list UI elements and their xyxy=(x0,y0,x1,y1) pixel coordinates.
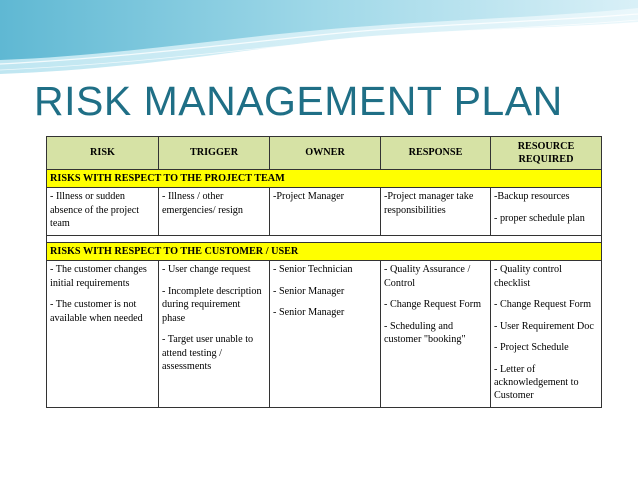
cell-item: - proper schedule plan xyxy=(494,212,585,224)
cell-response xyxy=(381,261,491,408)
section-gap xyxy=(47,235,602,242)
cell-item: -Backup resources xyxy=(494,191,570,203)
slide-title: RISK MANAGEMENT PLAN xyxy=(34,78,563,124)
section-header-row-project-team xyxy=(47,170,602,188)
cell-item: - Senior Technician xyxy=(273,264,353,276)
cell-item: - The customer changes initial requirements xyxy=(50,264,147,289)
cell-item: - Project Schedule xyxy=(494,342,569,354)
column-header-response: RESPONSE xyxy=(381,137,491,170)
column-header-trigger: TRIGGER xyxy=(159,137,270,170)
cell-item: - Target user unable to attend testing / assessments xyxy=(162,334,254,372)
cell-item: - Letter of acknowledgement to Customer xyxy=(494,363,579,402)
table-header-row xyxy=(47,137,602,170)
cell-item: - Scheduling and customer "booking" xyxy=(384,320,466,346)
cell-item: - Senior Manager xyxy=(273,285,345,297)
section-header-row-customer-user xyxy=(47,242,602,260)
cell-item: - The customer is not available when needed xyxy=(50,299,143,324)
cell-item: - Change Request Form xyxy=(384,299,482,311)
cell-item: - User Requirement Doc xyxy=(494,320,594,332)
risk-management-table xyxy=(46,136,602,408)
section-label: RISKS WITH RESPECT TO THE PROJECT TEAM xyxy=(47,170,602,188)
cell-resource-required xyxy=(491,188,602,235)
column-header-risk: RISK xyxy=(47,137,159,170)
cell-item: - User change request xyxy=(162,264,251,276)
cell-item: -Project manager take responsibilities xyxy=(384,191,474,216)
cell-trigger xyxy=(159,261,270,408)
table-row xyxy=(47,261,602,408)
table-row xyxy=(47,188,602,235)
cell-resource-required xyxy=(491,261,602,408)
section-gap-row xyxy=(47,235,602,242)
column-header-resource-required: RESOURCE REQUIRED xyxy=(491,137,602,170)
column-header-owner: OWNER xyxy=(270,137,381,170)
cell-item: - Illness / other emergencies/ resign xyxy=(162,191,243,216)
cell-item: - Change Request Form xyxy=(494,299,592,311)
cell-item: - Quality control checklist xyxy=(494,264,562,289)
cell-risk xyxy=(47,188,159,235)
cell-item: - Senior Manager xyxy=(273,307,345,319)
section-label: RISKS WITH RESPECT TO THE CUSTOMER / USER xyxy=(47,242,602,260)
cell-owner xyxy=(270,188,381,235)
cell-trigger xyxy=(159,188,270,235)
cell-response xyxy=(381,188,491,235)
cell-item: - Quality Assurance / Control xyxy=(384,264,471,289)
cell-item: - Illness or sudden absence of the project team xyxy=(50,191,140,230)
cell-item: -Project Manager xyxy=(273,191,344,203)
cell-owner xyxy=(270,261,381,408)
cell-item: - Incomplete description during requirement phase xyxy=(162,285,262,324)
decorative-wave-header xyxy=(0,0,638,80)
cell-risk xyxy=(47,261,159,408)
